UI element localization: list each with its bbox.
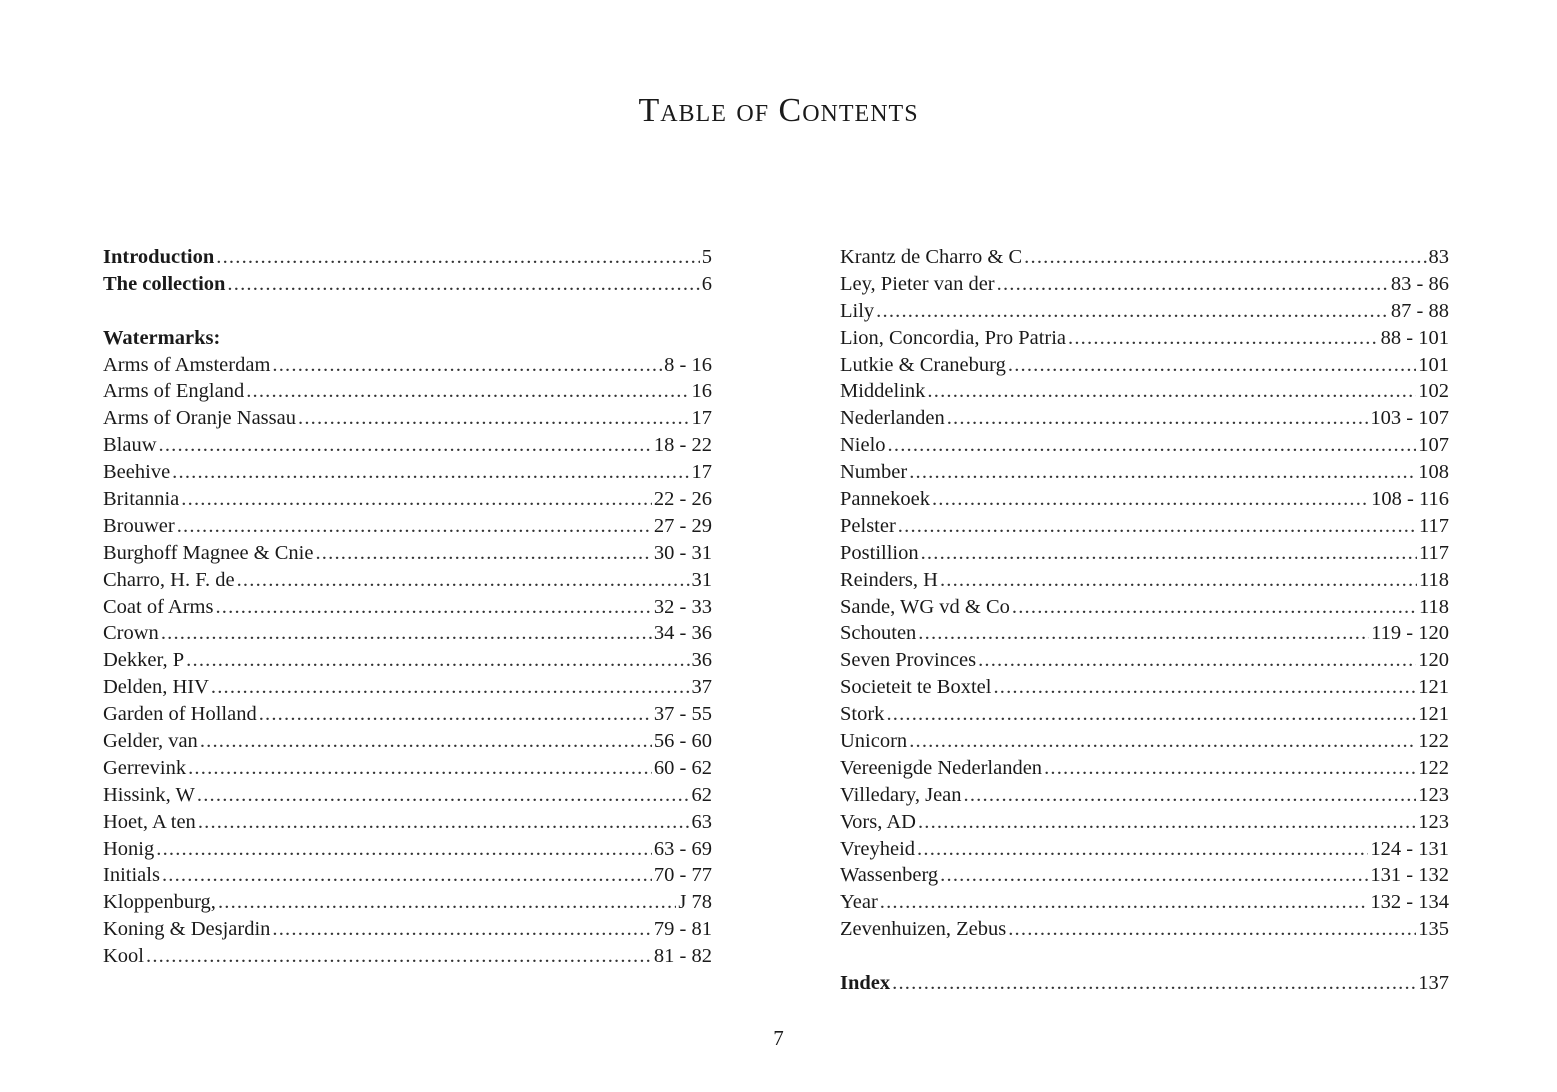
toc-entry-label: Vreyheid [840,837,916,860]
toc-entry-pages: 118 [1419,595,1449,618]
toc-entry[interactable] [103,567,712,594]
dot-leader [162,862,652,889]
toc-entry-pages: 63 [691,810,712,833]
toc-entry-label: Nederlanden [840,407,945,430]
dot-leader [909,728,1416,755]
toc-entry-pages: 137 [1418,972,1449,995]
toc-entry[interactable] [840,701,1449,728]
toc-entry-label: Number [840,461,908,484]
toc-entry-pages: 103 - 107 [1370,407,1449,430]
toc-entry-label: Krantz de Charro & C [840,246,1023,268]
toc-entry-pages: 17 [691,461,712,484]
toc-entry[interactable] [103,701,712,728]
toc-entry-pages: 107 [1418,434,1449,457]
toc-entry-pages: 117 [1419,541,1449,564]
toc-entry-pages: 117 [1419,514,1449,537]
toc-entry-pages: 122 [1418,756,1449,779]
toc-entry[interactable] [840,674,1449,701]
dot-leader [159,432,652,459]
toc-entry-label: Crown [103,622,159,645]
dot-leader [315,540,651,567]
toc-entry-label: Villedary, Jean [840,783,962,806]
toc-entry-label: Garden of Holland [103,703,257,726]
dot-leader [181,486,652,513]
toc-entry-pages: 62 [691,783,712,806]
dot-leader [921,540,1417,567]
toc-right-column [840,244,1449,997]
toc-entry-pages: J 78 [678,891,712,914]
dot-leader [188,755,652,782]
dot-leader [211,674,690,701]
toc-entry[interactable] [840,244,1449,271]
toc-entry-label: Pannekoek [840,488,930,511]
dot-leader [246,378,689,405]
dot-leader [918,809,1416,836]
toc-entry[interactable] [840,432,1449,459]
toc-entry[interactable] [840,325,1449,352]
toc-entry-label: Lutkie & Craneburg [840,353,1006,376]
toc-entry[interactable] [840,836,1449,863]
toc-entry-pages: 83 [1428,246,1449,268]
dot-leader [888,432,1417,459]
toc-entry-label: Arms of England [103,380,245,403]
toc-entry[interactable] [840,567,1449,594]
toc-entry[interactable] [840,594,1449,621]
toc-entry-label: Charro, H. F. de [103,568,235,591]
toc-entry[interactable] [103,836,712,863]
dot-leader [947,405,1369,432]
toc-entry[interactable] [103,728,712,755]
toc-entry[interactable] [103,809,712,836]
toc-entry[interactable] [103,378,712,405]
dot-leader [186,647,689,674]
dot-leader [898,513,1417,540]
toc-entry-pages: 30 - 31 [653,541,712,564]
toc-entry-pages: 37 [691,676,712,699]
dot-leader [272,352,662,379]
dot-leader [1068,325,1379,352]
toc-entry[interactable] [840,647,1449,674]
dot-leader [216,244,699,271]
toc-entry-label: Stork [840,703,885,726]
toc-entry-pages: 131 - 132 [1370,864,1449,887]
toc-entry[interactable] [840,298,1449,325]
toc-entry[interactable] [103,782,712,809]
toc-entry-pages: 118 [1419,568,1449,591]
toc-entry-pages: 120 [1418,649,1449,672]
toc-entry-pages: 34 - 36 [653,622,712,645]
toc-entry-label: Blauw [103,434,157,457]
toc-entry[interactable] [103,647,712,674]
toc-entry-label: Postillion [840,541,919,564]
toc-entry-pages: 32 - 33 [653,595,712,618]
toc-entry-pages: 63 - 69 [653,837,712,860]
toc-entry[interactable] [840,782,1449,809]
toc-entry-pages: 121 [1418,676,1449,699]
toc-entry-pages: 83 - 86 [1390,272,1449,295]
toc-entry-pages: 119 - 120 [1371,622,1449,645]
toc-entry-label: Britannia [103,488,180,511]
toc-entry-label: Vereenigde Nederlanden [840,756,1043,779]
toc-entry[interactable] [103,540,712,567]
toc-entry[interactable] [103,755,712,782]
toc-entry-label: Middelink [840,380,926,403]
toc-entry-label: Arms of Amsterdam [103,353,271,376]
toc-entry-label: Index [840,972,891,995]
toc-entry-label: Wassenberg [840,864,939,887]
toc-entry[interactable] [840,620,1449,647]
toc-entry-label: Unicorn [840,730,908,753]
dot-leader [1024,244,1426,271]
toc-entry-pages: 132 - 134 [1370,891,1449,914]
toc-entry-pages: 5 [701,246,712,268]
toc-entry-pages: 31 [691,568,712,591]
toc-entry-pages: 135 [1418,918,1449,941]
toc-entry-pages: 60 - 62 [653,756,712,779]
dot-leader [876,298,1389,325]
dot-leader [259,701,652,728]
toc-entry-pages: 88 - 101 [1380,326,1449,349]
toc-entry-pages: 81 - 82 [653,945,712,968]
dot-leader [997,271,1389,298]
toc-entry-pages: 36 [691,649,712,672]
page-number: 7 [773,1026,784,1050]
dot-leader [298,405,690,432]
dot-leader [978,647,1416,674]
dot-leader [909,459,1416,486]
toc-entry-label: Year [840,891,878,914]
toc-entry[interactable] [840,728,1449,755]
dot-leader [880,889,1369,916]
toc-entry-pages: 37 - 55 [653,703,712,726]
dot-leader [993,674,1416,701]
toc-entry[interactable] [840,459,1449,486]
toc-entry-pages: 123 [1418,783,1449,806]
toc-entry-pages: 8 - 16 [664,353,712,376]
dot-leader [917,836,1368,863]
toc-entry-label: Delden, HIV [103,676,209,699]
dot-leader [197,782,690,809]
dot-leader [1044,755,1416,782]
spacer [103,298,712,325]
toc-entry[interactable] [840,970,1449,997]
toc-entry[interactable] [840,405,1449,432]
toc-entry[interactable] [840,352,1449,379]
toc-entry[interactable] [103,916,712,943]
toc-entry-label: Hissink, W [103,783,195,806]
dot-leader [927,378,1416,405]
toc-left-column [103,244,712,970]
toc-entry[interactable] [103,459,712,486]
toc-entry[interactable] [840,755,1449,782]
toc-entry[interactable] [840,486,1449,513]
toc-entry[interactable] [103,486,712,513]
toc-entry[interactable] [840,540,1449,567]
toc-entry[interactable] [840,271,1449,298]
toc-entry-pages: 56 - 60 [653,730,712,753]
toc-entry-label: Seven Provinces [840,649,977,672]
toc-entry-label: Kloppenburg, [103,891,216,914]
toc-entry-pages: 121 [1418,703,1449,726]
toc-entry-label: Gelder, van [103,730,198,753]
toc-entry-pages: 101 [1418,353,1449,376]
toc-entry-label: Ley, Pieter van der [840,272,995,295]
dot-leader [1008,916,1416,943]
dot-leader [215,594,651,621]
page-title: Table of Contents [638,92,919,129]
toc-entry-label: Societeit te Boxtel [840,676,992,699]
dot-leader [940,567,1417,594]
toc-entry[interactable] [103,889,712,916]
toc-entry-pages: 108 [1418,461,1449,484]
toc-entry-pages: 18 - 22 [653,434,712,457]
toc-entry[interactable] [840,889,1449,916]
toc-entry-pages: 124 - 131 [1370,837,1449,860]
toc-entry-label: Lily [840,299,875,322]
dot-leader [156,836,652,863]
toc-entry-label: The collection [103,272,226,295]
toc-entry-label: Zevenhuizen, Zebus [840,918,1007,941]
toc-entry-label: Burghoff Magnee & Cnie [103,541,314,564]
toc-entry-pages: 17 [691,407,712,430]
dot-leader [940,862,1368,889]
toc-entry-label: Vors, AD [840,810,916,833]
toc-entry-label: Sande, WG vd & Co [840,595,1010,618]
dot-leader [886,701,1416,728]
toc-entry-pages: 123 [1418,810,1449,833]
toc-entry-label: Schouten [840,622,917,645]
toc-entry-pages: 79 - 81 [653,918,712,941]
dot-leader [161,620,652,647]
spacer [840,943,1449,970]
toc-entry-pages: 16 [691,380,712,403]
toc-entry[interactable] [840,809,1449,836]
toc-entry-label: Honig [103,837,155,860]
toc-entry-label: Dekker, P [103,649,185,672]
toc-entry-label: Introduction [103,246,215,268]
toc-entry-label: Brouwer [103,514,175,537]
toc-entry-label: Beehive [103,461,171,484]
toc-entry[interactable] [103,620,712,647]
toc-entry-pages: 6 [701,272,712,295]
dot-leader [918,620,1369,647]
toc-entry-pages: 108 - 116 [1371,488,1449,511]
toc-entry[interactable] [103,432,712,459]
toc-entry-label: Lion, Concordia, Pro Patria [840,326,1067,349]
toc-entry-pages: 102 [1418,380,1449,403]
dot-leader [1012,594,1417,621]
toc-entry-label: Gerrevink [103,756,187,779]
dot-leader [218,889,676,916]
dot-leader [200,728,652,755]
dot-leader [177,513,652,540]
dot-leader [932,486,1369,513]
toc-entry-label: Kool [103,945,144,968]
toc-entry-label: Nielo [840,434,886,457]
toc-entry-label: Initials [103,864,160,887]
dot-leader [146,943,652,970]
toc-entry[interactable] [840,378,1449,405]
dot-leader [198,809,690,836]
toc-entry[interactable] [103,352,712,379]
toc-entry[interactable] [103,244,712,271]
toc-entry[interactable] [103,271,712,298]
dot-leader [892,970,1416,997]
toc-entry[interactable] [103,674,712,701]
dot-leader [237,567,690,594]
dot-leader [172,459,689,486]
toc-entry[interactable] [103,405,712,432]
toc-entry-label: Pelster [840,514,896,537]
toc-entry-pages: 87 - 88 [1390,299,1449,322]
toc-entry-label: Hoet, A ten [103,810,196,833]
toc-entry-pages: 22 - 26 [653,488,712,511]
toc-entry-pages: 70 - 77 [653,864,712,887]
toc-entry-label: Reinders, H [840,568,938,591]
dot-leader [964,782,1417,809]
toc-entry-label: Coat of Arms [103,595,214,618]
toc-entry[interactable] [103,862,712,889]
toc-entry-pages: 27 - 29 [653,514,712,537]
toc-entry[interactable] [103,513,712,540]
toc-entry[interactable] [103,594,712,621]
section-heading-watermarks: Watermarks: [103,326,221,349]
toc-entry-label: Arms of Oranje Nassau [103,407,296,430]
toc-entry-pages: 122 [1418,730,1449,753]
toc-entry[interactable] [103,943,712,970]
toc-entry-label: Koning & Desjardin [103,918,271,941]
toc-entry[interactable] [840,916,1449,943]
toc-entry[interactable] [840,513,1449,540]
toc-entry[interactable] [840,862,1449,889]
dot-leader [227,271,699,298]
dot-leader [1008,352,1416,379]
dot-leader [272,916,652,943]
